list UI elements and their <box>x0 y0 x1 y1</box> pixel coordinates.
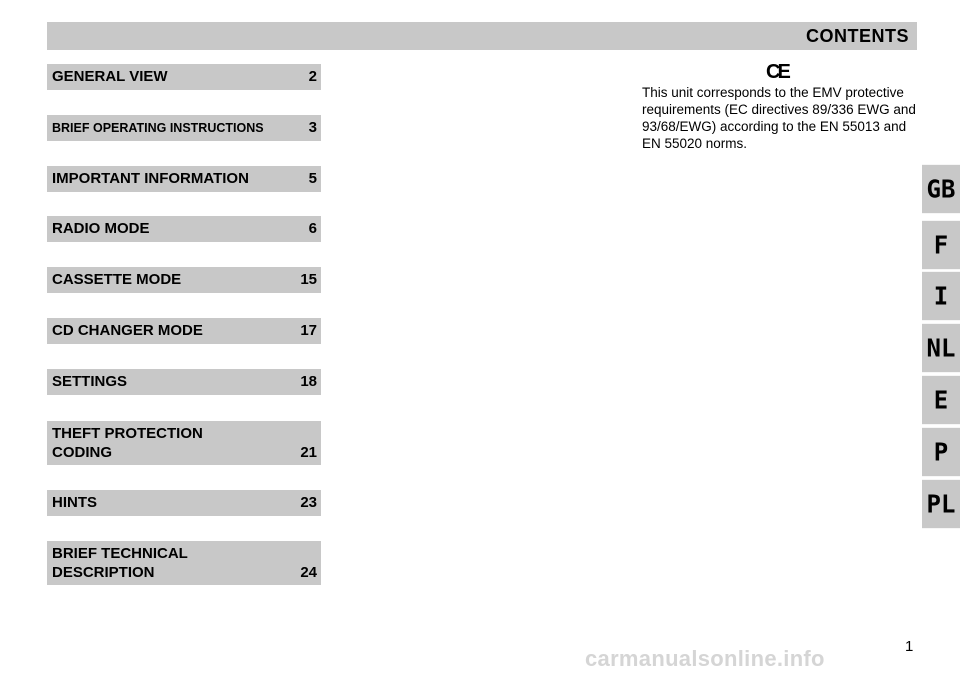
toc-entry-label: BRIEF TECHNICAL <box>52 545 188 562</box>
toc-entry-label: THEFT PROTECTION <box>52 425 203 442</box>
toc-entry-label: GENERAL VIEW <box>52 68 168 85</box>
language-tab-p[interactable]: P <box>922 428 960 476</box>
toc-entry-label: CASSETTE MODE <box>52 271 182 288</box>
toc-entry-page: 21 <box>300 444 317 461</box>
toc-entry-page: 3 <box>308 119 317 136</box>
page-number: 1 <box>905 638 914 655</box>
toc-entry-cassette-mode[interactable] <box>47 267 321 293</box>
header-bar <box>47 22 917 50</box>
toc-entry-brief-operating-instructions[interactable] <box>47 115 321 141</box>
toc-entry-label: IMPORTANT INFORMATION <box>52 170 249 187</box>
language-tab-i[interactable]: I <box>922 272 960 320</box>
language-tab-e[interactable]: E <box>922 376 960 424</box>
toc-entry-hints[interactable] <box>47 490 321 516</box>
language-tab-gb[interactable]: GB <box>922 165 960 213</box>
toc-entry-label: HINTS <box>52 494 97 511</box>
toc-entry-label: RADIO MODE <box>52 220 150 237</box>
toc-entry-label: DESCRIPTION <box>52 564 155 581</box>
language-tab-pl[interactable]: PL <box>922 480 960 528</box>
toc-entry-label: BRIEF OPERATING INSTRUCTIONS <box>52 121 264 135</box>
toc-entry-page: 17 <box>300 322 317 339</box>
toc-entry-settings[interactable] <box>47 369 321 395</box>
ce-mark-icon: CE <box>766 61 788 83</box>
toc-entry-general-view[interactable] <box>47 64 321 90</box>
toc-entry-label: SETTINGS <box>52 373 128 390</box>
toc-entry-page: 5 <box>308 170 317 187</box>
toc-entry-page: 18 <box>300 373 317 390</box>
toc-entry-radio-mode[interactable] <box>47 216 321 242</box>
toc-entry-page: 23 <box>300 494 317 511</box>
toc-entry-page: 15 <box>300 271 317 288</box>
toc-entry-important-information[interactable] <box>47 166 321 192</box>
page-title: CONTENTS <box>806 26 909 46</box>
toc-entry-theft-protection-coding[interactable] <box>47 421 321 465</box>
toc-entry-cd-changer-mode[interactable] <box>47 318 321 344</box>
toc-entry-page: 2 <box>308 68 317 85</box>
toc-entry-page: 6 <box>308 220 317 237</box>
toc-entry-page: 24 <box>300 564 317 581</box>
toc-entry-label: CODING <box>52 444 112 461</box>
toc-entry-label: CD CHANGER MODE <box>52 322 203 339</box>
watermark: carmanualsonline.info <box>585 646 825 671</box>
toc-entry-brief-technical-description[interactable] <box>47 541 321 585</box>
emv-notice: This unit corresponds to the EMV protective requirements (EC directives 89/336 EWG and 93/68/EWG) according to the EN 55013 and EN 55020 norms. <box>642 85 916 151</box>
language-tab-f[interactable]: F <box>922 221 960 269</box>
language-tab-nl[interactable]: NL <box>922 324 960 372</box>
